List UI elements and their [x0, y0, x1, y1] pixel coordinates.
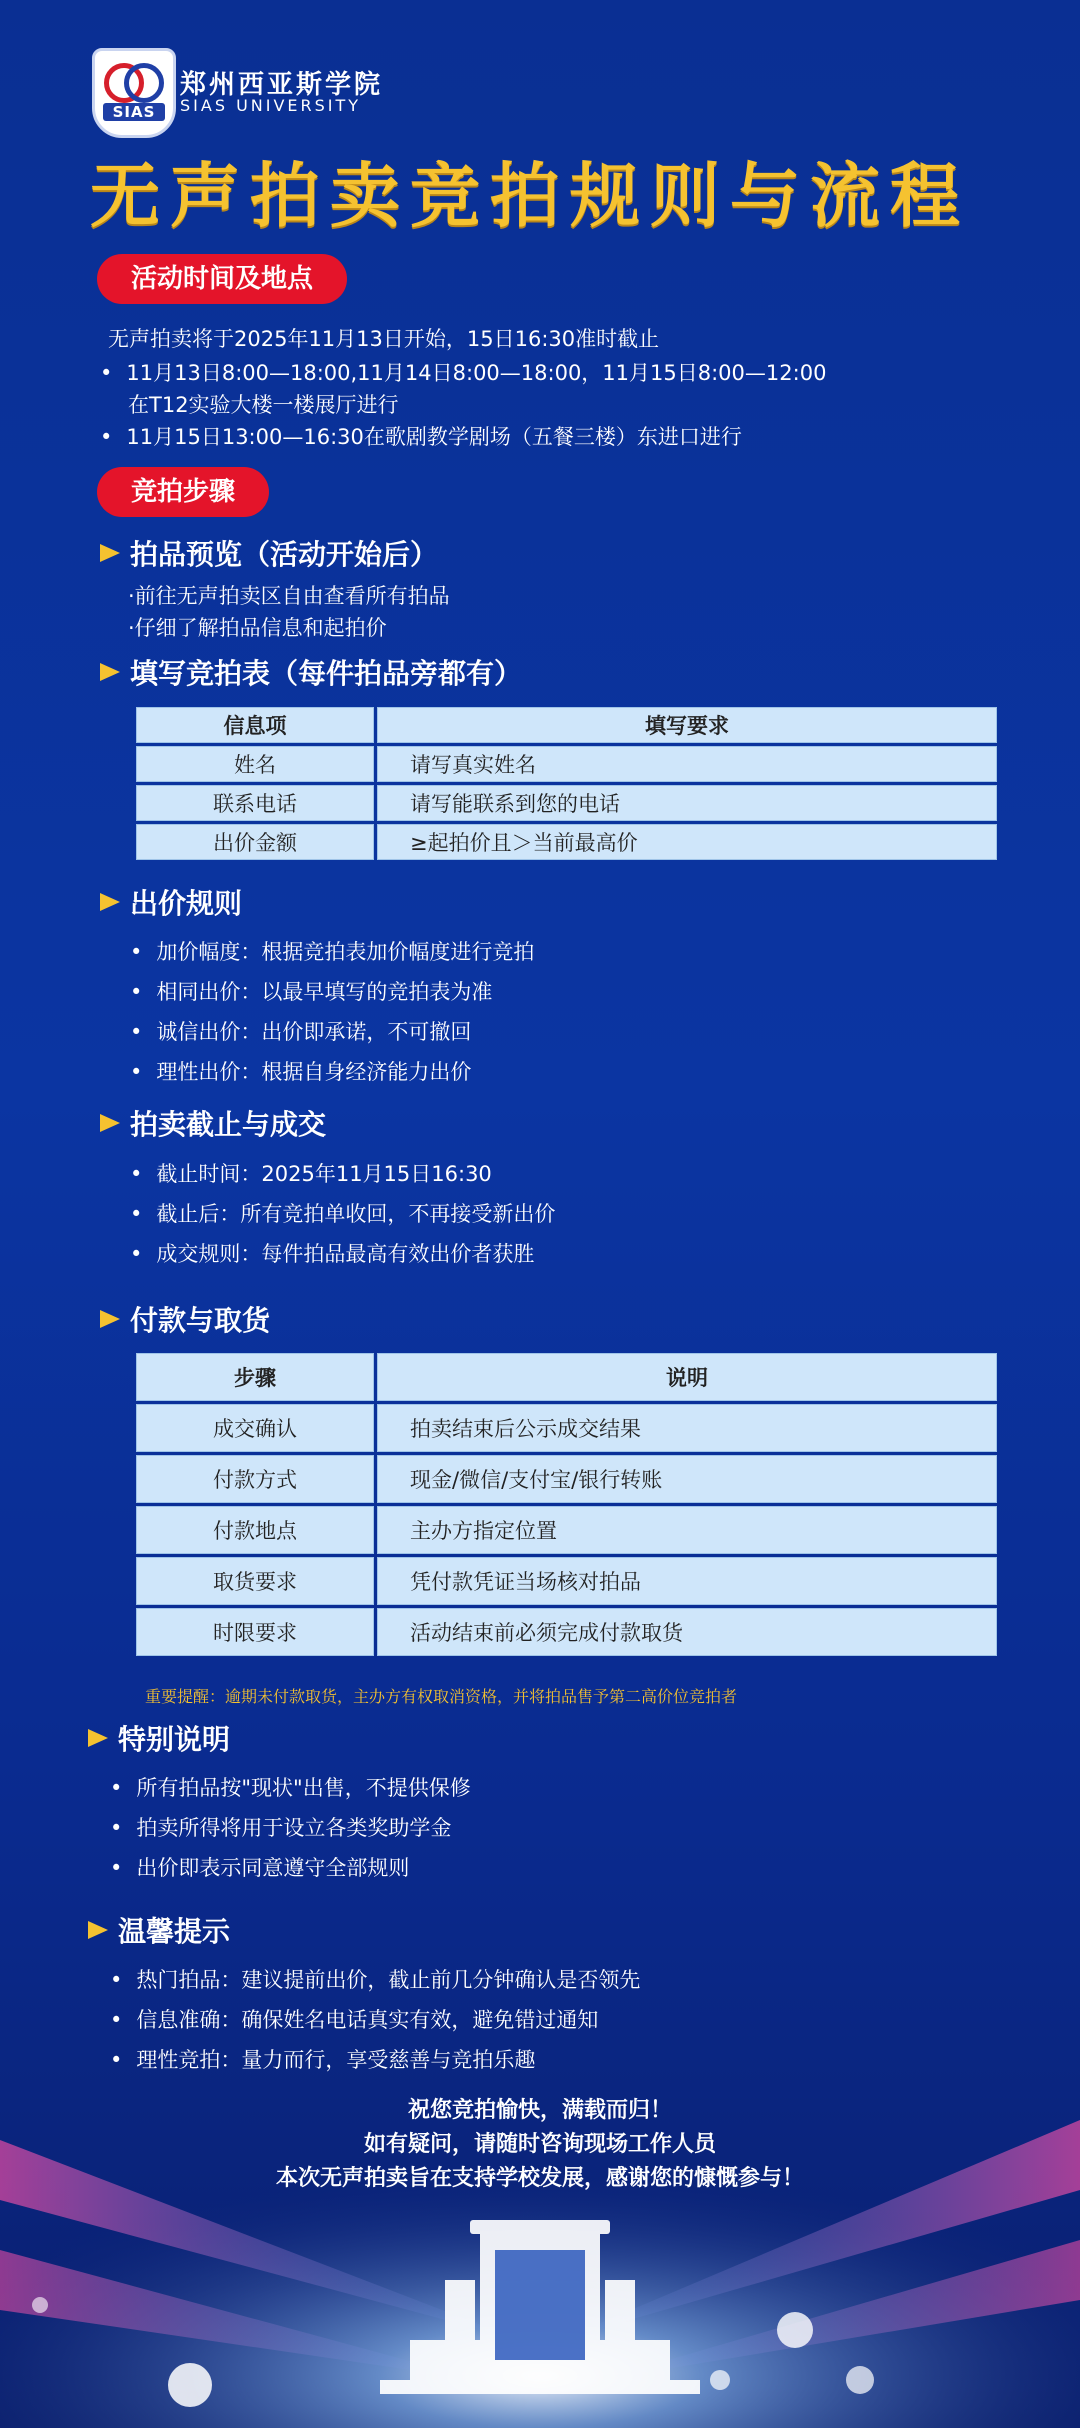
table-header: 说明 — [377, 1353, 997, 1401]
table-row — [136, 1608, 997, 1656]
section-payment-title — [100, 1299, 270, 1339]
closing-line-3: 本次无声拍卖旨在支持学校发展，感谢您的慷慨参与！ — [275, 2166, 804, 2191]
light-dot — [710, 2370, 730, 2390]
section-bidding-label: 出价规则 — [130, 887, 243, 920]
light-dot — [777, 2312, 813, 2348]
section-preview-label: 拍品预览（活动开始后） — [130, 538, 439, 571]
logo-text: SIAS — [103, 103, 165, 121]
closing-item: • 截止时间：2025年11月15日16:30 — [130, 1158, 492, 1188]
table-header: 填写要求 — [377, 707, 997, 743]
special-item: • 所有拍品按"现状"出售，不提供保修 — [110, 1772, 471, 1802]
table-cell: 凭付款凭证当场核对拍品 — [377, 1557, 997, 1605]
time-item-1-line2: 在T12实验大楼一楼展厅进行 — [128, 393, 399, 417]
table-row — [136, 746, 997, 782]
section-special-label: 特别说明 — [118, 1723, 231, 1756]
table-cell: 请写能联系到您的电话 — [377, 785, 997, 821]
arrow-icon — [100, 893, 120, 911]
table-cell: 付款地点 — [136, 1506, 374, 1554]
tips-item: • 信息准确：确保姓名电话真实有效，避免错过通知 — [110, 2004, 598, 2034]
table-cell: ≥起拍价且＞当前最高价 — [377, 824, 997, 860]
table-cell: 成交确认 — [136, 1404, 374, 1452]
table-row — [136, 1506, 997, 1554]
bidding-item: • 诚信出价：出价即承诺，不可撤回 — [130, 1016, 471, 1046]
payment-table — [133, 1350, 1000, 1659]
table-cell: 拍卖结束后公示成交结果 — [377, 1404, 997, 1452]
section-tips-title — [88, 1910, 230, 1950]
tips-item: • 理性竞拍：量力而行，享受慈善与竞拍乐趣 — [110, 2044, 535, 2074]
table-cell: 现金/微信/支付宝/银行转账 — [377, 1455, 997, 1503]
table-row — [136, 785, 997, 821]
section-payment-label: 付款与取货 — [130, 1304, 271, 1337]
arrow-icon — [88, 1921, 108, 1939]
bidding-item: • 理性出价：根据自身经济能力出价 — [130, 1056, 471, 1086]
closing-line-2: 如有疑问，请随时咨询现场工作人员 — [363, 2132, 716, 2157]
table-header-row — [136, 1353, 997, 1401]
section-bidding-title — [100, 882, 242, 922]
table-row — [136, 1404, 997, 1452]
tips-item: • 热门拍品：建议提前出价，截止前几分钟确认是否领先 — [110, 1964, 640, 1994]
section-special-title — [88, 1718, 230, 1758]
arrow-icon — [88, 1729, 108, 1747]
pill-steps: 竞拍步骤 — [97, 467, 269, 517]
section-form-label: 填写竞拍表（每件拍品旁都有） — [130, 657, 523, 690]
table-cell: 时限要求 — [136, 1608, 374, 1656]
time-intro: 无声拍卖将于2025年11月13日开始，15日16:30准时截止 — [108, 327, 660, 351]
section-form-title — [100, 652, 522, 692]
light-dot — [846, 2366, 874, 2394]
table-cell: 姓名 — [136, 746, 374, 782]
special-item: • 出价即表示同意遵守全部规则 — [110, 1852, 409, 1882]
sias-logo — [92, 48, 176, 138]
table-row — [136, 824, 997, 860]
payment-reminder: 重要提醒：逾期未付款取货，主办方有权取消资格，并将拍品售予第二高价位竞拍者 — [145, 1687, 738, 1706]
table-cell: 取货要求 — [136, 1557, 374, 1605]
table-row — [136, 1557, 997, 1605]
pill-time-place: 活动时间及地点 — [97, 254, 347, 304]
table-cell: 联系电话 — [136, 785, 374, 821]
table-cell: 主办方指定位置 — [377, 1506, 997, 1554]
arrow-icon — [100, 1114, 120, 1132]
bidding-item: • 加价幅度：根据竞拍表加价幅度进行竞拍 — [130, 936, 534, 966]
section-closing-label: 拍卖截止与成交 — [130, 1108, 327, 1141]
school-name-cn: 郑州西亚斯学院 — [180, 70, 384, 100]
arrow-icon — [100, 1310, 120, 1328]
closing-item: • 成交规则：每件拍品最高有效出价者获胜 — [130, 1238, 534, 1268]
table-header: 信息项 — [136, 707, 374, 743]
section-preview-title — [100, 533, 438, 573]
light-dot — [32, 2297, 48, 2313]
arrow-icon — [100, 544, 120, 562]
preview-item-1: ·前往无声拍卖区自由查看所有拍品 — [128, 584, 450, 608]
special-item: • 拍卖所得将用于设立各类奖助学金 — [110, 1812, 451, 1842]
section-closing-title — [100, 1103, 326, 1143]
light-dot — [168, 2363, 212, 2407]
table-cell: 出价金额 — [136, 824, 374, 860]
school-name-en: SIAS UNIVERSITY — [180, 96, 362, 115]
table-header: 步骤 — [136, 1353, 374, 1401]
time-item-2: • 11月15日13:00—16:30在歌剧教学剧场（五餐三楼）东进口进行 — [100, 421, 742, 451]
table-cell: 请写真实姓名 — [377, 746, 997, 782]
arrow-icon — [100, 663, 120, 681]
logo-ring-blue — [124, 63, 164, 103]
section-tips-label: 温馨提示 — [118, 1915, 231, 1948]
closing-item: • 截止后：所有竞拍单收回，不再接受新出价 — [130, 1198, 555, 1228]
page-title: 无声拍卖竞拍规则与流程 — [90, 155, 970, 237]
preview-item-2: ·仔细了解拍品信息和起拍价 — [128, 616, 387, 640]
closing-line-1: 祝您竞拍愉快，满载而归！ — [407, 2098, 672, 2123]
table-header-row — [136, 707, 997, 743]
time-item-1: • 11月13日8:00—18:00,11月14日8:00—18:00，11月15日8:00—12:00 — [100, 357, 826, 387]
table-cell: 付款方式 — [136, 1455, 374, 1503]
building-windows — [495, 2250, 585, 2360]
bidding-item: • 相同出价：以最早填写的竞拍表为准 — [130, 976, 492, 1006]
table-cell: 活动结束前必须完成付款取货 — [377, 1608, 997, 1656]
table-row — [136, 1455, 997, 1503]
bid-form-table — [133, 704, 1000, 863]
